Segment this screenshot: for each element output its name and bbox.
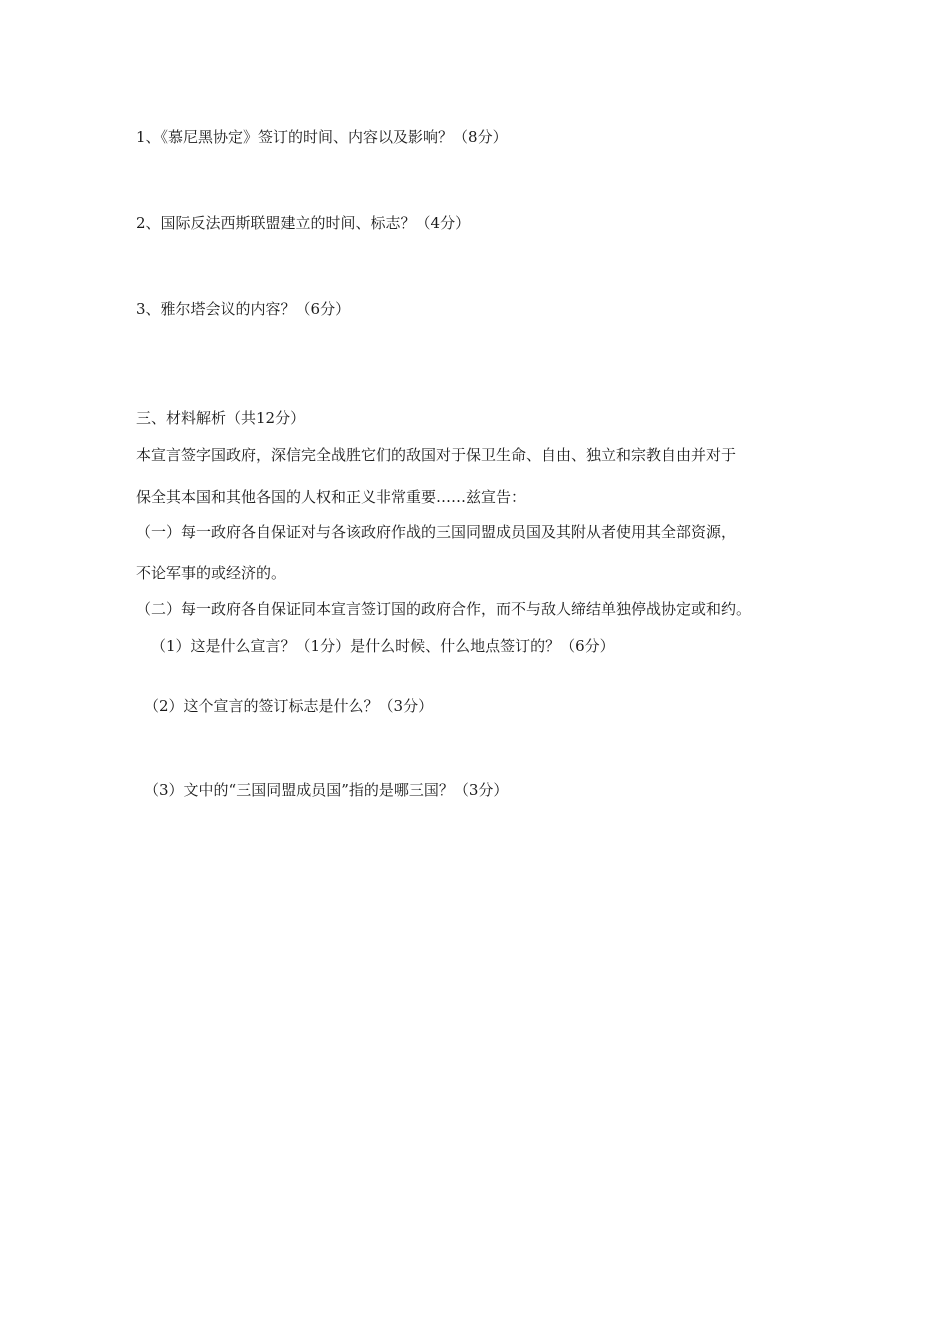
sub-question-1: （1）这是什么宣言？（1分）是什么时候、什么地点签订的？（6分） (151, 637, 615, 655)
sub-question-2: （2）这个宣言的签订标志是什么？（3分） (144, 697, 434, 715)
question-3: 3、雅尔塔会议的内容？（6分） (136, 300, 351, 318)
material-line-3: （一）每一政府各自保证对与各该政府作战的三国同盟成员国及其附从者使用其全部资源， (136, 523, 737, 541)
material-line-5: （二）每一政府各自保证同本宣言签订国的政府合作，而不与敌人缔结单独停战协定或和约。 (136, 600, 752, 618)
section-heading: 三、材料解析（共12分） (136, 409, 306, 427)
question-2: 2、国际反法西斯联盟建立的时间、标志？（4分） (136, 214, 471, 232)
question-1: 1、《慕尼黑协定》签订的时间、内容以及影响？（8分） (136, 128, 508, 146)
material-line-4: 不论军事的或经济的。 (136, 564, 287, 582)
material-line-1: 本宣言签字国政府，深信完全战胜它们的敌国对于保卫生命、自由、独立和宗教自由并对于 (136, 446, 737, 464)
sub-question-3: （3）文中的“三国同盟成员国”指的是哪三国？（3分） (144, 781, 509, 799)
material-line-2: 保全其本国和其他各国的人权和正义非常重要……兹宣告： (136, 488, 527, 506)
